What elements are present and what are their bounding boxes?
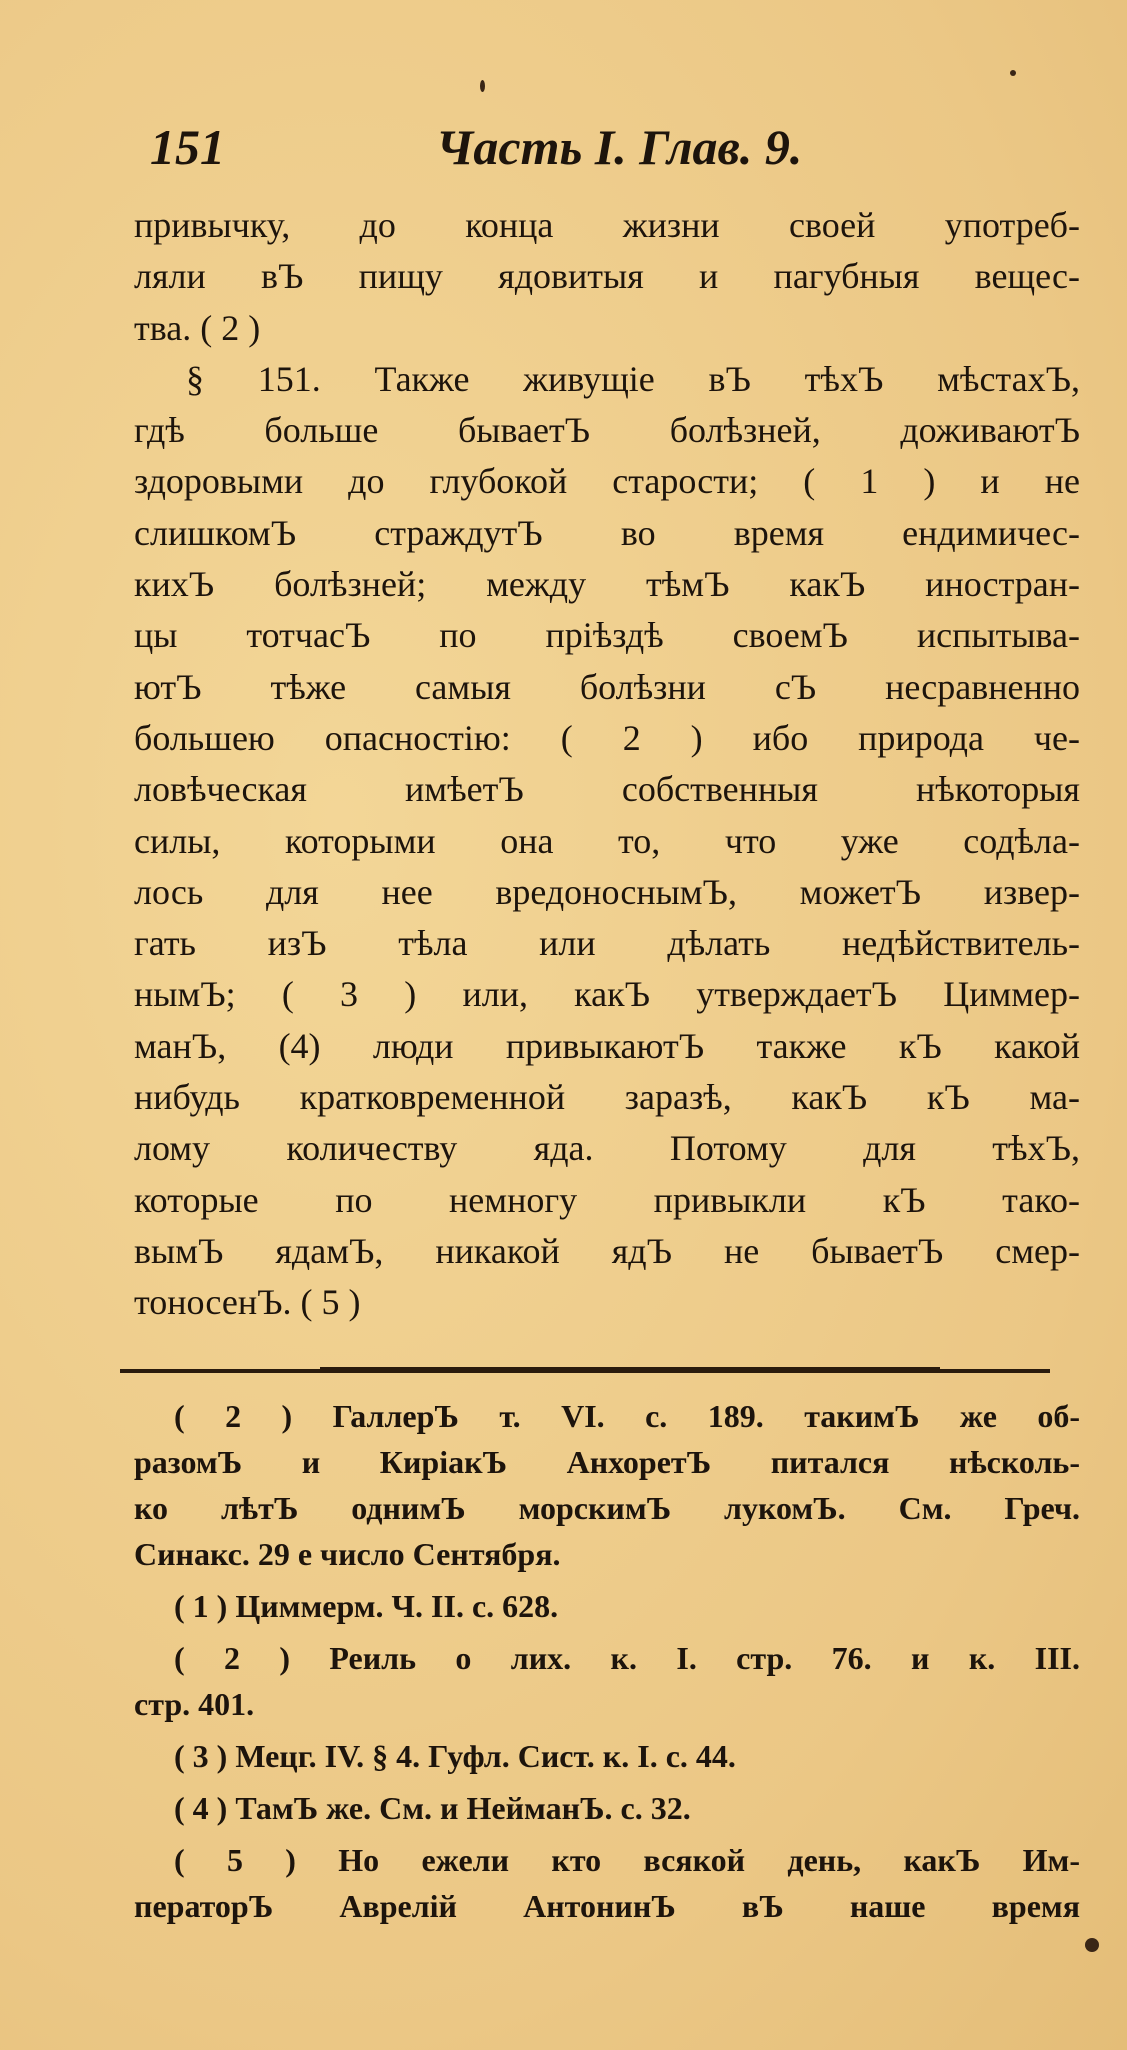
text-line: ютЪ тѣже самыя болѣзни сЪ несравненно: [134, 666, 1080, 707]
footnote-line: ( 2 ) ГаллерЪ т. VI. с. 189. такимЪ же об-: [174, 1398, 1080, 1434]
footnote-line: ( 1 ) Циммерм. Ч. II. с. 628.: [174, 1588, 559, 1624]
text-line: здоровыми до глубокой старости; ( 1 ) и не: [134, 461, 1080, 502]
footnote-line: ( 3 ) Мецг. IV. § 4. Гуфл. Сист. к. I. с. 44.: [174, 1738, 736, 1774]
footnotes: [134, 1393, 1080, 1929]
text-line: тва. ( 2 ): [134, 307, 261, 348]
text-line: ляли вЪ пищу ядовитыя и пагубныя вещес-: [134, 256, 1080, 297]
text-line: лому количеству яда. Потому для тѣхЪ,: [134, 1128, 1080, 1169]
text-line: тоносенЪ. ( 5 ): [134, 1282, 361, 1323]
running-title: Часть I. Глав. 9.: [436, 119, 803, 175]
text-line: нымЪ; ( 3 ) или, какЪ утверждаетЪ Циммер-: [134, 974, 1080, 1015]
text-line: кихЪ болѣзней; между тѣмЪ какЪ иностран-: [134, 564, 1080, 605]
footnote-line: ператорЪ Аврелiй АнтонинЪ вЪ наше время: [134, 1888, 1080, 1924]
footnote-line: ко лѣтЪ однимЪ морскимЪ лукомЪ. См. Греч.: [134, 1490, 1080, 1526]
footnote: [134, 1733, 1080, 1779]
footnote: [134, 1635, 1080, 1727]
footnote-line: Синакс. 29 е число Сентября.: [134, 1536, 561, 1572]
footnote-separator: [120, 1369, 1050, 1373]
footnote: [134, 1785, 1080, 1831]
footnote: [134, 1583, 1080, 1629]
text-line: силы, которыми она то, что уже содѣла-: [134, 820, 1080, 861]
text-line: ловѣческая имѣетЪ собственныя нѣкоторыя: [134, 769, 1080, 810]
footnote-line: ( 5 ) Но ежели кто всякой день, какЪ Им-: [174, 1842, 1080, 1878]
footnote-line: ( 4 ) ТамЪ же. См. и НейманЪ. с. 32.: [174, 1790, 691, 1826]
footnote-line: разомЪ и КирiакЪ АнхоретЪ питался нѣсколь-: [134, 1444, 1080, 1480]
footnote: [134, 1837, 1080, 1929]
text-line: лось для нее вредоноснымЪ, можетЪ извер-: [134, 871, 1080, 912]
footnote-line: ( 2 ) Реиль о лих. к. I. стр. 76. и к. III.: [174, 1640, 1080, 1676]
footnote-line: стр. 401.: [134, 1686, 255, 1722]
ink-spot: [1010, 70, 1016, 76]
text-line: слишкомЪ страждутЪ во время ендимичес-: [134, 512, 1080, 553]
text-line: манЪ, (4) люди привыкаютЪ также кЪ какой: [134, 1025, 1080, 1066]
footnote: [134, 1393, 1080, 1577]
ink-spot: [1085, 1938, 1099, 1952]
text-line: нибудь кратковременной заразѣ, какЪ кЪ ма-: [134, 1077, 1080, 1118]
paragraph-start-line: § 151. Также живущiе вЪ тѣхЪ мѣстахЪ,: [186, 358, 1080, 399]
text-line: большею опасностiю: ( 2 ) ибо природа че-: [134, 717, 1080, 758]
text-line: цы тотчасЪ по прiѣздѣ своемЪ испытыва-: [134, 615, 1080, 656]
text-line: гдѣ больше бываетЪ болѣзней, доживаютЪ: [134, 410, 1080, 451]
ink-spot: [480, 80, 485, 92]
text-line: вымЪ ядамЪ, никакой ядЪ не бываетЪ смер-: [134, 1230, 1080, 1271]
page-number: 151: [150, 119, 225, 175]
main-text: [134, 200, 1080, 1329]
text-line: привычку, до конца жизни своей употреб-: [134, 205, 1080, 245]
text-line: гать изЪ тѣла или дѣлать недѣйствитель-: [134, 923, 1080, 964]
page-header: [150, 118, 850, 178]
text-line: которые по немногу привыкли кЪ тако-: [134, 1179, 1080, 1220]
